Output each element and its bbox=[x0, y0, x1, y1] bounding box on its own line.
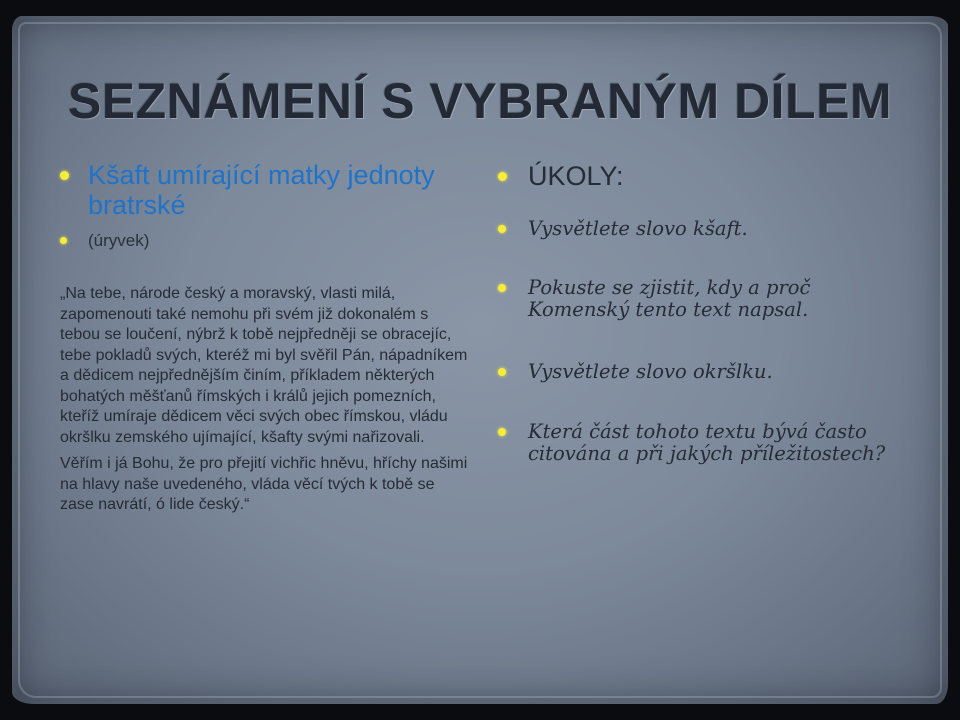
bullet-dot-icon bbox=[498, 284, 506, 292]
quote-text bbox=[60, 284, 472, 516]
quote-paragraph: „Na tebe, národe český a moravský, vlasti milá, zapomenouti také nemohu při svém již dokonalém s tebou se loučení, nýbrž k tobě nejpředněji se obracejíc, tebe pokladů svých, kteréž mi byl svěřil Pán, nápadníkem a dědicem nejpřednějším činím, příkladem některých bohatých měšťanů římských i králů jejich pomezních, kteříž umíraje dědicem věci svých obec římskou, vládu okršlku zemského ujímající, kšafty svými nařizovali. bbox=[60, 285, 468, 446]
right-column bbox=[498, 160, 908, 465]
slide-title: SEZNÁMENÍ S VYBRANÝM DÍLEM bbox=[67, 73, 893, 129]
excerpt-note: (úryvek) bbox=[88, 231, 150, 250]
task-item bbox=[498, 421, 908, 465]
bullet-dot-icon bbox=[60, 171, 69, 180]
bullet-dot-icon bbox=[498, 225, 506, 233]
task-text: Pokuste se zjistit, kdy a proč Komenský tento text napsal. bbox=[528, 276, 811, 321]
tasks-heading-item bbox=[498, 160, 908, 192]
bullet-dot-icon bbox=[498, 428, 506, 436]
quote-paragraph: Věřím i já Bohu, že pro přejití vichřic hněvu, hříchy našimi na hlavy naše uvedeného, vláda věcí tvých k tobě se zase navrátí, ó lide český.“ bbox=[60, 455, 468, 513]
bullet-dot-icon bbox=[498, 368, 506, 376]
task-text: Která část tohoto textu bývá často citována a při jakých příležitostech? bbox=[528, 420, 886, 465]
work-title-item bbox=[60, 160, 470, 220]
tasks-heading: ÚKOLY: bbox=[528, 161, 624, 191]
left-column bbox=[60, 160, 470, 522]
bullet-dot-icon bbox=[60, 237, 67, 244]
task-item bbox=[498, 277, 908, 321]
work-title: Kšaft umírající matky jednoty bratrské bbox=[88, 160, 435, 220]
task-item bbox=[498, 218, 908, 240]
task-text: Vysvětlete slovo kšaft. bbox=[528, 217, 748, 240]
excerpt-note-item bbox=[60, 230, 470, 252]
task-item bbox=[498, 361, 908, 383]
bullet-dot-icon bbox=[498, 172, 507, 181]
task-text: Vysvětlete slovo okršlku. bbox=[528, 360, 773, 383]
